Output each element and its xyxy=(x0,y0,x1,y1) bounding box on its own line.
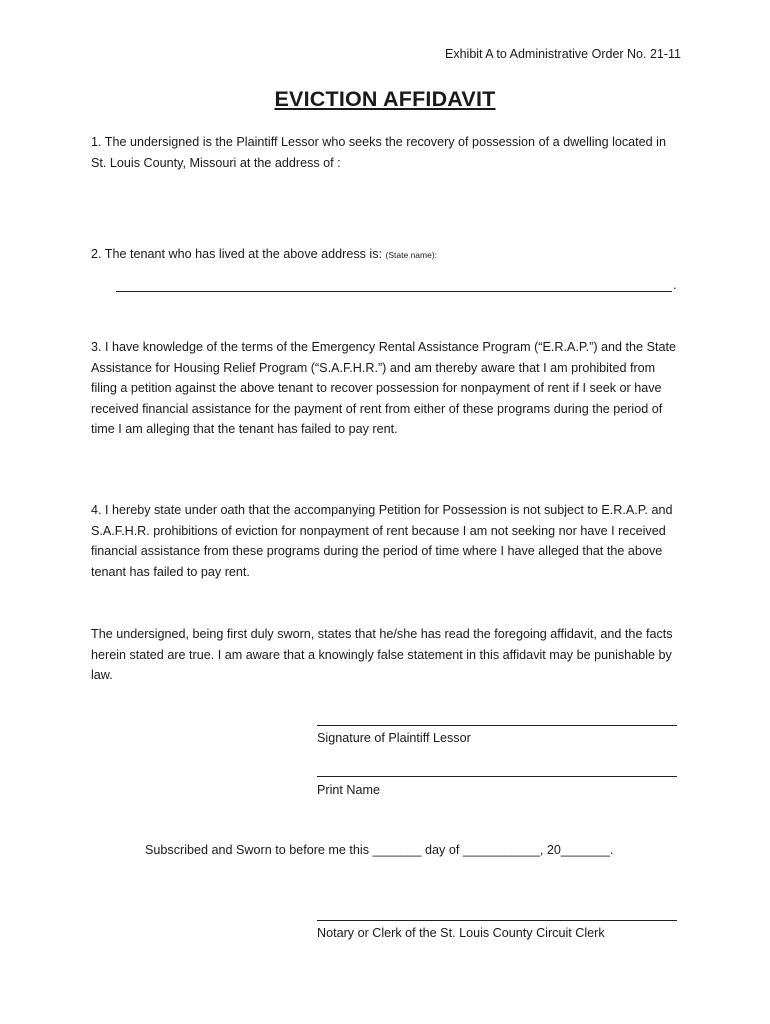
tenant-line-period: . xyxy=(673,277,677,292)
signature-label: Signature of Plaintiff Lessor xyxy=(317,731,471,745)
tenant-name-line[interactable] xyxy=(116,291,672,292)
paragraph-1: 1. The undersigned is the Plaintiff Lessor who seeks the recovery of possession of a dwelling located in St. Louis County, Missouri at the address of : xyxy=(91,135,666,170)
print-name-label: Print Name xyxy=(317,783,380,797)
sworn-statement: Subscribed and Sworn to before me this _______ day of ___________, 20_______. xyxy=(145,843,614,857)
signature-line[interactable] xyxy=(317,725,677,726)
paragraph-4: 4. I hereby state under oath that the accompanying Petition for Possession is not subject to E.R.A.P. and S.A.F.H.R. prohibitions of eviction for nonpayment of rent because I am not seeking nor have I received financial assistance from these programs during the period of time where I have alleged that the above tenant has failed to pay rent. xyxy=(91,503,673,579)
paragraph-3: 3. I have knowledge of the terms of the Emergency Rental Assistance Program (“E.R.A.P.”) and the State Assistance for Housing Relief Program (“S.A.F.H.R.”) and am thereby aware that I am prohibited from filing a petition against the above tenant to recover possession for nonpayment of rent if I seek or have received financial assistance for the payment of rent from either of these programs during the period of time I am alleging that the tenant has failed to pay rent. xyxy=(91,340,676,437)
paragraph-2 xyxy=(91,244,681,266)
exhibit-reference: Exhibit A to Administrative Order No. 21-11 xyxy=(445,47,681,61)
paragraph-5: The undersigned, being first duly sworn, states that he/she has read the foregoing affidavit, and the facts herein stated are true. I am aware that a knowingly false statement in this affidavit may be punishable by law. xyxy=(91,627,673,683)
notary-label: Notary or Clerk of the St. Louis County Circuit Clerk xyxy=(317,926,605,940)
print-name-line[interactable] xyxy=(317,776,677,777)
notary-line[interactable] xyxy=(317,920,677,921)
document-title: EVICTION AFFIDAVIT xyxy=(274,87,496,111)
state-name-hint: (State name): xyxy=(385,250,438,260)
paragraph-2-text: 2. The tenant who has lived at the above address is: xyxy=(91,247,383,261)
